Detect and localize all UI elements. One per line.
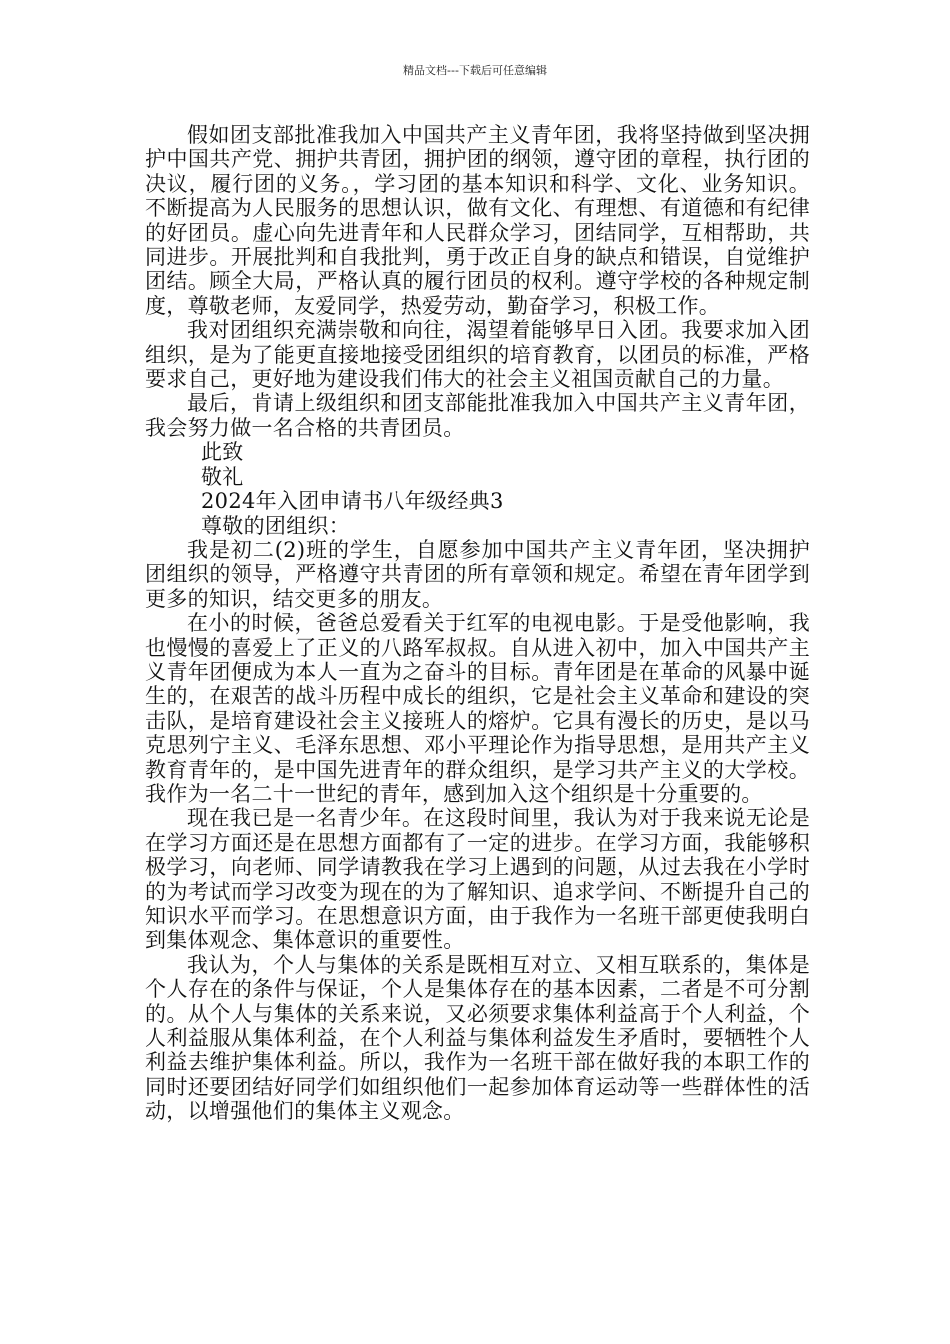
- paragraph-6: 现在我已是一名青少年。在这段时间里，我认为对于我来说无论是在学习方面还是在思想方面都有了一定的进步。在学习方面，我能够积极学习，向老师、同学请教我在学习上遇到的问题，从过去我在小学时的为考试而学习改变为现在的为了解知识、追求学问、不断提升自己的知识水平而学习。在思想意识方面，由于我作为一名班干部更使我明白到集体观念、集体意识的重要性。: [145, 806, 810, 953]
- paragraph-7: 我认为，个人与集体的关系是既相互对立、又相互联系的，集体是个人存在的条件与保证，个人是集体存在的基本因素，二者是不可分割的。从个人与集体的关系来说，又必须要求集体利益高于个人利益，个人利益服从集体利益，在个人利益与集体利益发生矛盾时，要牺牲个人利益去维护集体利益。所以，我作为一名班干部在做好我的本职工作的同时还要团结好同学们如组织他们一起参加体育运动等一些群体性的活动，以增强他们的集体主义观念。: [145, 952, 810, 1124]
- paragraph-3: 最后，肯请上级组织和团支部能批准我加入中国共产主义青年团，我会努力做一名合格的共青团员。: [145, 391, 810, 440]
- paragraph-4: 我是初二(2)班的学生，自愿参加中国共产主义青年团，坚决拥护团组织的领导，严格遵守共青团的所有章领和规定。希望在青年团学到更多的知识，结交更多的朋友。: [145, 537, 810, 611]
- document-body: [145, 123, 810, 1124]
- section-title: 2024年入团申请书八年级经典3: [201, 489, 504, 514]
- paragraph-5: 在小的时候，爸爸总爱看关于红军的电视电影。于是受他影响，我也慢慢的喜爱上了正义的八路军叔叔。自从进入初中，加入中国共产主义青年团便成为本人一直为之奋斗的目标。青年团是在革命的风暴中诞生的，在艰苦的战斗历程中成长的组织，它是社会主义革命和建设的突击队，是培育建设社会主义接班人的熔炉。它具有漫长的历史，是以马克思列宁主义、毛泽东思想、邓小平理论作为指导思想，是用共产主义教育青年的，是中国先进青年的群众组织，是学习共产主义的大学校。我作为一名二十一世纪的青年，感到加入这个组织是十分重要的。: [145, 611, 810, 806]
- paragraph-1: 假如团支部批准我加入中国共产主义青年团，我将坚持做到坚决拥护中国共产党、拥护共青团，拥护团的纲领，遵守团的章程，执行团的决议，履行团的义务。，学习团的基本知识和科学、文化、业务知识。不断提高为人民服务的思想认识，做有文化、有理想、有道德和有纪律的好团员。虚心向先进青年和人民群众学习，团结同学，互相帮助，共同进步。开展批判和自我批判，勇于改正自身的缺点和错误，自觉维护团结。顾全大局，严格认真的履行团员的权利。遵守学校的各种规定制度，尊敬老师，友爱同学，热爱劳动，勤奋学习，积极工作。: [145, 123, 810, 318]
- closing-line-jingli: 敬礼: [201, 464, 244, 489]
- salutation: 尊敬的团组织：: [201, 513, 351, 538]
- paragraph-2: 我对团组织充满崇敬和向往，渴望着能够早日入团。我要求加入团组织，是为了能更直接地接受团组织的培育教育，以团员的标准，严格要求自己，更好地为建设我们伟大的社会主义祖国贡献自己的力量。: [145, 318, 810, 392]
- page-header: 精品文档---下载后可任意编辑: [403, 64, 547, 77]
- closing-line-cizhi: 此致: [201, 440, 244, 465]
